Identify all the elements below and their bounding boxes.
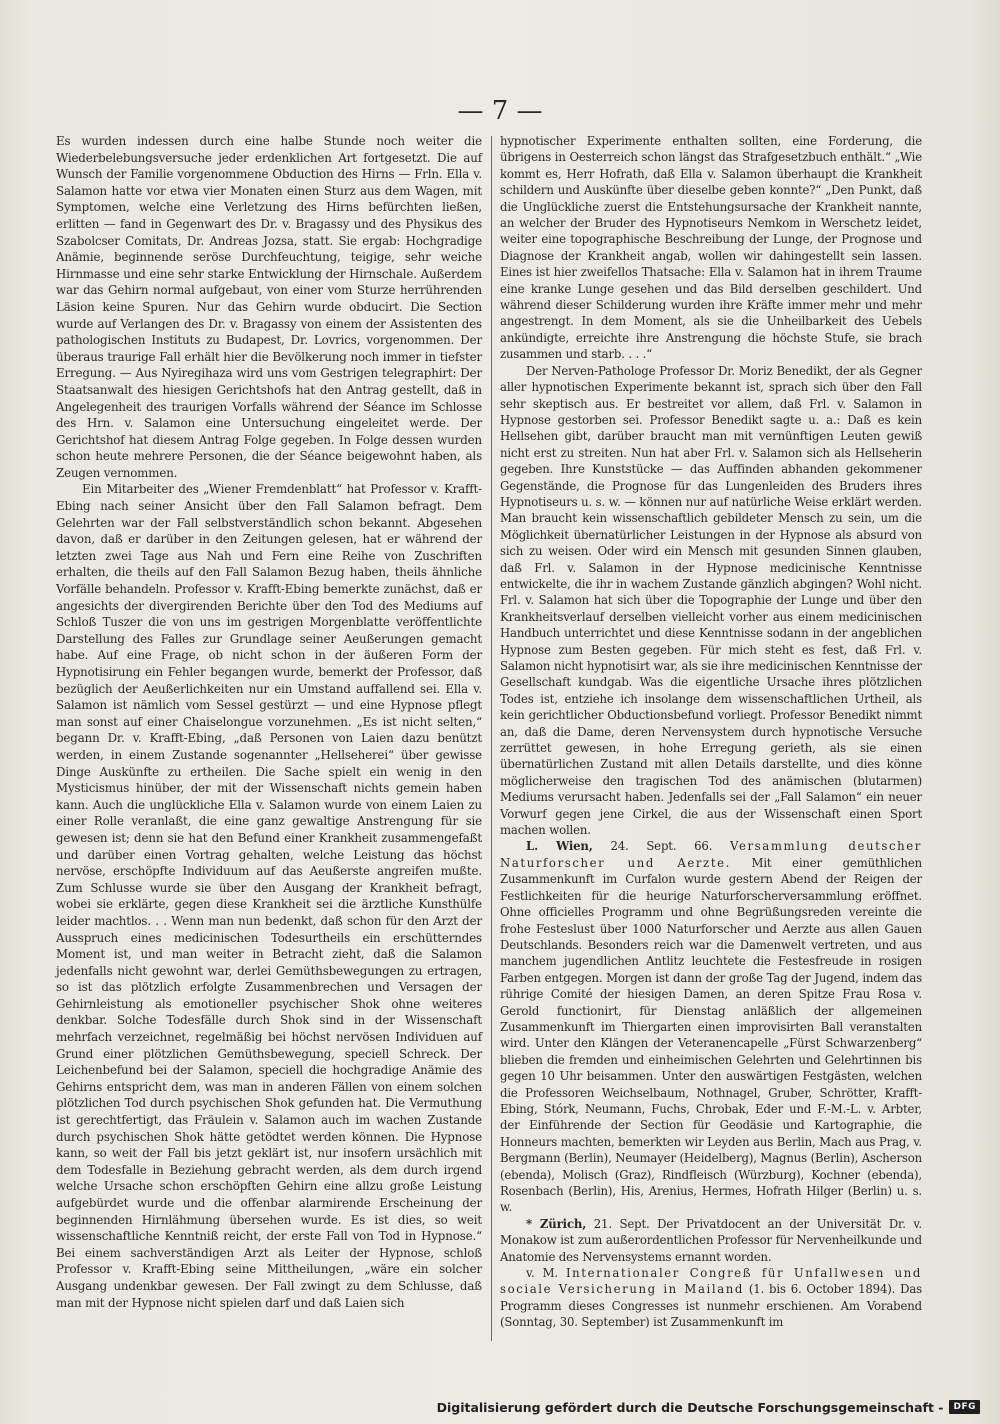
left-paragraph-1: Es wurden indessen durch eine halbe Stunde noch weiter die Wiederbelebungsversuche jeder erdenklichen Art fortgesetzt. Die auf Wunsch der Familie vorgenommene Obduction des Hirns — Frln. Ella v. Salamon hatte vor etwa vier Monaten einen Sturz aus dem Wagen, mit Symptomen, welche eine Verletzung des Hirns befürchten ließen, erlitten — fand in Gegenwart des Dr. v. Bragassy und des Physikus des Szabolcser Comitats, Dr. Andreas Jozsa, statt. Sie ergab: Hochgradige Anämie, beginnende seröse Durchfeuchtung, teigige, sehr weiche Hirnmasse und eine sehr starke Entwicklung der Hirnschale. Außerdem war das Gehirn normal aufgebaut, von einer vom Sturze herrührenden Läsion keine Spuren. Nur das Gehirn wurde obducirt. Die Section wurde auf Verlangen des Dr. v. Bragassy von einem der Assistenten des pathologischen Instituts zu Budapest, Dr. Lovrics, vorgenommen. Der überaus traurige Fall erhält hier die Bevölkerung noch immer in tiefster Erregung. — Aus Nyiregihaza wird uns vom Gestrigen telegraphirt: Der Staatsanwalt des hiesigen Gerichtshofs hat den Antrag gestellt, daß in Angelegenheit des traurigen Vorfalls während der Séance im Schlosse des Hrn. v. Salamon eine Untersuchung eingeleitet werde. Der Gerichtshof hat diesem Antrag Folge gegeben. In Folge dessen wurden schon heute mehrere Personen, die der Séance beigewohnt haben, als Zeugen vernommen. [56,134,482,480]
right-paragraph-5 [500,1265,922,1331]
right-paragraph-2: Der Nerven-Pathologe Professor Dr. Moriz Benedikt, der als Gegner aller hypnotischen Experimente bekannt ist, sprach sich über den Fall sehr skeptisch aus. Er bestreitet vor allem, daß Frl. v. Salamon in Hypnose gestorben sei. Professor Benedikt sagte u. a.: Daß es kein Hellsehen gibt, darüber braucht man mit vernünftigen Leuten gewiß nicht erst zu streiten. Nun hat aber Frl. v. Salamon sich als Hellseherin gegeben. Ihre Kunststücke — das Auffinden abhanden gekommener Gegenstände, die Prognose für das Lungenleiden des Bruders ihres Hypnotiseurs u. s. w. — können nur auf natürliche Weise erklärt werden. Man braucht kein wissenschaftlich gebildeter Mensch zu sein, um die Möglichkeit übernatürlicher Leistungen in der Hypnose als absurd von sich zu weisen. Oder wird ein Mensch mit gesunden Sinnen glauben, daß Frl. v. Salamon in der Hypnose medicinische Kenntnisse entwickelte, die ihr in wachem Zustande gänzlich abgingen? Wohl nicht. Frl. v. Salamon hat sich über die Topographie der Lunge und über den Krankheitsverlauf derselben vielleicht vorher aus einem medicinischen Handbuch unterrichtet und diese Kenntnisse sodann in der angeblichen Hypnose zum Besten gegeben. Für mich steht es fest, daß Frl. v. Salamon nicht hypnotisirt war, als sie ihre medicinischen Kenntnisse der Gesellschaft kundgab. Was die eigentliche Ursache ihres plötzlichen Todes ist, entziehe ich insolange dem wissenschaftlichen Urtheil, als kein gerichtlicher Obductionsbefund vorliegt. Professor Benedikt nimmt an, daß die Dame, deren Nervensystem durch hypnotische Versuche zerrüttet gewesen, in hohe Erregung gerieth, als sie einen übernatürlichen Zustand mit allen Details darstellte, und dies könne möglicherweise den tragischen Tod des anämischen (blutarmen) Mediums verursacht haben. Jedenfalls sei der „Fall Salamon“ ein neuer Vorwurf gegen jene Cirkel, die aus der Wissenschaft einen Sport machen wollen. [500,363,922,838]
headline-naturforscher: Versammlung deutscher Naturforscher und Aerzte. [500,839,922,870]
right-paragraph-1: hypnotischer Experimente enthalten sollten, eine Forderung, die übrigens in Oesterreich schon längst das Strafgesetzbuch enthält.“ „Wie kommt es, Herr Hofrath, daß Ella v. Salamon überhaupt die Krankheit schildern und Auskünfte über dieselbe geben konnte?“ „Den Punkt, daß die Unglückliche zuerst die Entstehungsursache der Krankheit nannte, an welcher der Bruder des Hypnotiseurs Nemkom in Werschetz leidet, weiter eine topographische Beschreibung der Lunge, der Prognose und Diagnose der Krankheit angab, wollen wir dahingestellt sein lassen. Eines ist hier zweifellos Thatsache: Ella v. Salamon hat in ihrem Traume eine kranke Lunge gesehen und das Bild derselben geschildert. Und während dieser Schilderung wurden ihre Kräfte immer mehr und mehr angestrengt. In dem Moment, als sie die Unheilbarkeit des Uebels ankündigte, erreichte ihre Anstrengung die höchste Stufe, sie brach zusammen und starb. . . .“ [500,134,922,362]
left-paragraph-2: Ein Mitarbeiter des „Wiener Fremdenblatt“ hat Professor v. Krafft-Ebing nach seiner Ansicht über den Fall Salamon befragt. Dem Gelehrten war der Fall selbstverständlich schon bekannt. Abgesehen davon, daß er darüber in den Zeitungen gelesen, hat er während der letzten zwei Tage aus Nah und Fern eine Reihe von Zuschriften erhalten, die theils auf den Fall Salamon Bezug haben, theils ähnliche Vorfälle behandeln. Professor v. Krafft-Ebing bemerkte zunächst, daß er angesichts der divergirenden Berichte über den Tod des Mediums auf Schloß Tuszer die von uns im gestrigen Morgenblatte veröffentlichte Darstellung des Falles zur Grundlage seiner Aeußerungen gemacht habe. Auf eine Frage, ob nicht schon in der äußeren Form der Hypnotisirung ein Fehler begangen wurde, bemerkt der Professor, daß bezüglich der Aeußerlichkeiten nur ein Umstand auffallend sei. Ella v. Salamon ist nämlich vom Sessel gestürzt — und eine Hypnose pflegt man sonst auf einer Chaiselongue vorzunehmen. „Es ist nicht selten,“ begann Dr. v. Krafft-Ebing, „daß Personen von Laien dazu benützt werden, in einem Zustande sogenannter „Hellseherei“ über gewisse Dinge Auskünfte zu ertheilen. Die Sache spielt ein wenig in den Mysticismus hinüber, der mit der Wissenschaft nichts gemein haben kann. Auch die unglückliche Ella v. Salamon wurde von einem Laien zu einer Rolle veranlaßt, die eine ganz gewaltige Anstrengung für sie gewesen ist; denn sie hat den Befund einer Krankheit zusammengefaßt und darüber einen Vortrag gehalten, welche Leistung das höchst nervöse, erschöpfte Individuum auf das Aeußerste angreifen mußte. Zum Schlusse wurde sie über den Ausgang der Krankheit befragt, wobei sie erklärte, gegen diese Krankheit sei die ärztliche Kunsthülfe leider machtlos. . . Wenn man nun bedenkt, daß schon für den Arzt der Ausspruch eines medicinischen Todesurtheils ein erschütterndes Moment ist, und man weiter in Betracht zieht, daß die Salamon jedenfalls nicht gewohnt war, derlei Gemüthsbewegungen zu ertragen, so ist das plötzlich erfolgte Zusammenbrechen und Versagen der Gehirnleistung als emotioneller psychischer Shok ohne weiteres denkbar. Solche Todesfälle durch Shok sind in der Wissenschaft mehrfach verzeichnet, regelmäßig bei höchst nervösen Individuen auf Grund einer plötzlichen Gemüthsbewegung, speciell Schreck. Der Leichenbefund bei der Salamon, speciell die hochgradige Anämie des Gehirns entspricht dem, was man in anderen Fällen von einem solchen plötzlichen Tod durch psychischen Shok gefunden hat. Die Vermuthung ist gerechtfertigt, das Fräulein v. Salamon auch im wachen Zustande durch psychischen Shok hätte getödtet werden können. Die Hypnose kann, so weit der Fall bis jetzt geklärt ist, nur insofern ursächlich mit dem Todesfalle in Beziehung gebracht werden, als dem durch irgend welche Ursache schon erschöpften Gehirn eine allzu große Leistung aufgebürdet wurde und die offenbar alarmirende Erscheinung der beginnenden Hirnlähmung übersehen wurde. Es ist dies, so weit wissenschaftliche Kenntniß reicht, der erste Fall von Tod in Hypnose.“ Bei einem sachverständigen Arzt als Leiter der Hypnose, schloß Professor v. Krafft-Ebing seine Mittheilungen, „wäre ein solcher Ausgang undenkbar gewesen. Der Fall zwingt zu dem Schlusse, daß man mit der Hypnose nicht spielen darf und daß Laien sich [56,482,482,1310]
digitization-footer [437,1398,980,1416]
dateline-wien-date: 24. Sept. 66. [592,839,731,854]
dateline-wien: L. Wien, [526,839,593,854]
dateline-zuerich: * Zürich, [526,1216,587,1231]
right-column [500,133,922,1331]
dfg-logo-icon: DFG [949,1400,980,1414]
right-paragraph-5-body: (1. bis 6. October 1894). Das Programm dieses Congresses ist nunmehr erschienen. Am Vorabend (Sonntag, 30. September) ist Zusammenkunft im [500,1282,922,1330]
column-divider [491,136,492,1341]
right-paragraph-3 [500,838,922,1215]
right-paragraph-4-body: 21. Sept. Der Privatdocent an der Universität Dr. v. Monakow ist zum außerordentlichen Professor für Nervenheilkunde und Anatomie des Nervensystems ernannt worden. [500,1216,922,1264]
dateline-vm: v. M. [526,1266,566,1281]
footer-text: Digitalisierung gefördert durch die Deutsche Forschungsgemeinschaft - [436,1399,944,1415]
headline-congress: Internationaler Congreß für Unfallwesen und sociale Versicherung in Mailand [500,1266,922,1297]
page-number: — 7 — [457,96,543,126]
right-paragraph-3-body: Mit einer gemüthlichen Zusammenkunft im Curfalon wurde gestern Abend der Reigen der Festlichkeiten für die heurige Naturforscherversammlung eröffnet. Ohne officielles Programm und ohne Begrüßungsreden vereinte die frohe Festeslust über 1000 Naturforscher und Aerzte aus allen Gauen Deutschlands. Besonders reich war die Damenwelt vertreten, und aus manchem jugendlichen Antlitz leuchtete die Festesfreude in rosigen Farben entgegen. Morgen ist dann der große Tag der Jugend, indem das rührige Comité der hiesigen Damen, an deren Spitze Frau Rosa v. Gerold functionirt, für Dienstag anläßlich der allgemeinen Zusammenkunft im Thiergarten einen improvisirten Ball veranstalten wird. Unter den Klängen der Veteranencapelle „Fürst Schwarzenberg“ blieben die fremden und einheimischen Gelehrten und Gelehrtinnen bis gegen 10 Uhr beisammen. Unter den auswärtigen Festgästen, welchen die Professoren Weichselbaum, Nothnagel, Gruber, Schrötter, Krafft-Ebing, Stórk, Neumann, Fuchs, Chrobak, Eder und F.-M.-L. v. Arbter, der Einführende der Section für Geodäsie und Kartographie, die Honneurs machten, bemerkten wir Leyden aus Berlin, Mach aus Prag, v. Bergmann (Berlin), Neumayer (Heidelberg), Magnus (Berlin), Ascherson (ebenda), Molisch (Graz), Rindfleisch (Würzburg), Kochner (ebenda), Rosenbach (Berlin), His, Arenius, Hermes, Hofrath Hilger (Berlin) u. s. w. [500,855,922,1215]
left-column [56,133,482,1311]
right-paragraph-4 [500,1216,922,1265]
